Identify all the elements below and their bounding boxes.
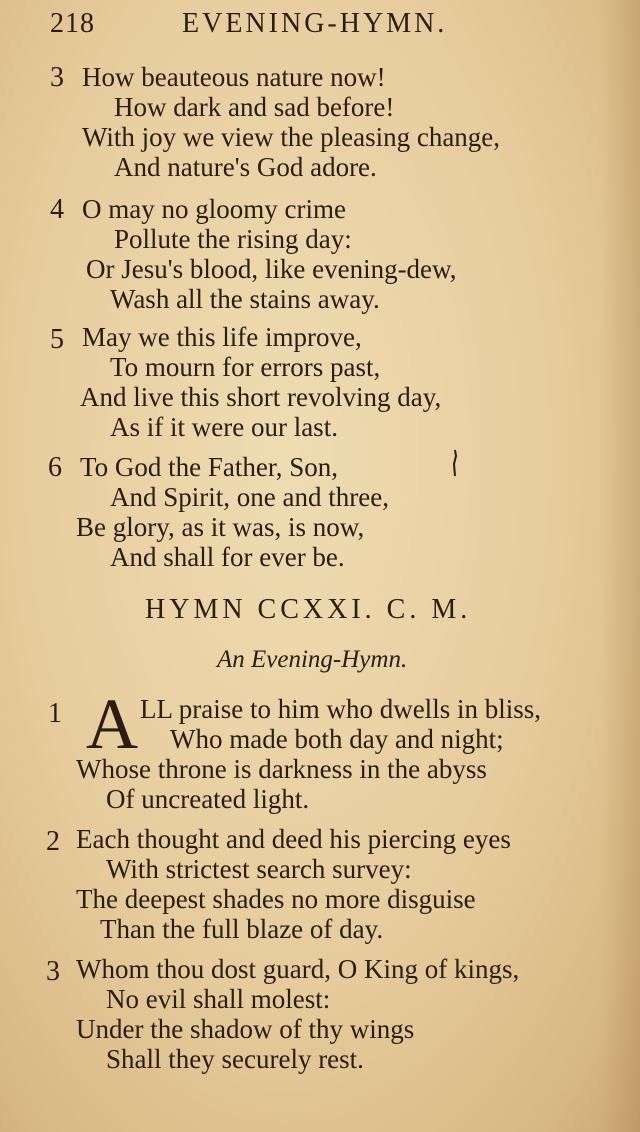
verse-line: How beauteous nature now! [82, 62, 386, 92]
stanza-number: 3 [50, 62, 64, 93]
verse-line: And live this short revolving day, [80, 382, 442, 412]
hymn-subtitle: An Evening-Hymn. [217, 646, 408, 673]
verse-line: To God the Father, Son, [80, 452, 339, 482]
verse-line: Whose throne is darkness in the abyss [76, 754, 487, 784]
verse-line: Of uncreated light. [106, 784, 310, 814]
verse-line: Than the full blaze of day. [100, 914, 384, 944]
verse-line: O may no gloomy crime [82, 194, 346, 224]
verse-line: Wash all the stains away. [110, 284, 380, 314]
hymn-heading: HYMN CCXXI. C. M. [145, 594, 472, 625]
verse-line: Pollute the rising day: [114, 224, 352, 254]
verse-line: And shall for ever be. [110, 542, 345, 572]
verse-line: How dark and sad before! [114, 92, 395, 122]
verse-line: The deepest shades no more disguise [76, 884, 476, 914]
verse-line: And nature's God adore. [114, 152, 377, 182]
verse-line: To mourn for errors past, [110, 352, 381, 382]
stanza-number: 2 [46, 826, 60, 857]
verse-line: As if it were our last. [110, 412, 338, 442]
verse-line: No evil shall molest: [106, 984, 331, 1014]
verse-line: With strictest search survey: [106, 854, 412, 884]
page-header [50, 8, 570, 48]
verse-line: Each thought and deed his piercing eyes [76, 824, 511, 854]
verse-line: LL praise to him who dwells in bliss, [140, 694, 541, 724]
stanza-number: 4 [50, 194, 64, 225]
ink-mark [452, 448, 458, 478]
verse-line: Whom thou dost guard, O King of kings, [76, 954, 520, 984]
stanza-number: 3 [46, 956, 60, 987]
verse-line: Shall they securely rest. [106, 1044, 364, 1074]
verse-line: May we this life improve, [82, 322, 362, 352]
verse-line: Under the shadow of thy wings [76, 1014, 415, 1044]
drop-cap: A [86, 684, 138, 764]
stanza-number: 1 [48, 698, 62, 729]
verse-line: Who made both day and night; [170, 724, 504, 754]
verse-line: Or Jesu's blood, like evening-dew, [86, 254, 457, 284]
page-number: 218 [50, 8, 95, 39]
verse-line: Be glory, as it was, is now, [76, 512, 365, 542]
running-title: EVENING-HYMN. [182, 8, 448, 39]
verse-line: And Spirit, one and three, [110, 482, 389, 512]
stanza-number: 5 [50, 324, 64, 355]
stanza-number: 6 [48, 452, 62, 483]
page-edge-shadow [600, 0, 640, 1132]
verse-line: With joy we view the pleasing change, [82, 122, 501, 152]
